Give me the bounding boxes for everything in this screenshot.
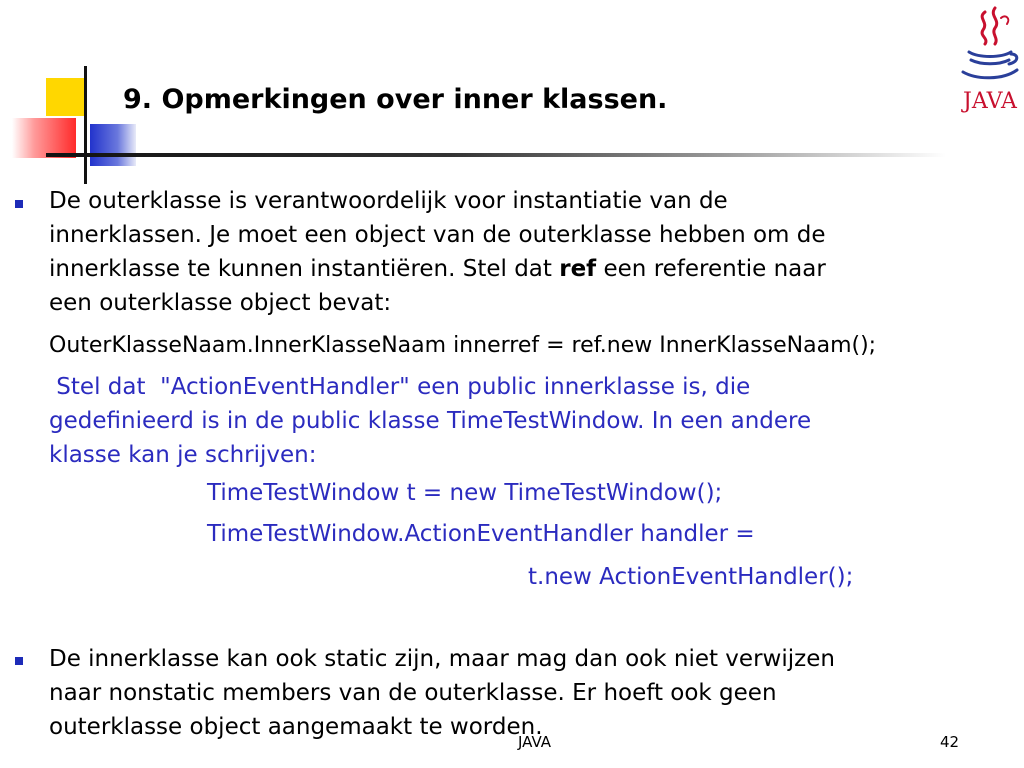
code-line-handler-new: t.new ActionEventHandler(); (528, 564, 854, 590)
paragraph-line: klasse kan je schrijven: (49, 442, 317, 468)
paragraph-line: outerklasse object aangemaakt te worden. (49, 714, 543, 740)
bullet-marker (15, 657, 23, 665)
bullet-paragraph-2 (49, 642, 999, 744)
title-decoration-red-bar (12, 118, 76, 158)
title-decoration-vertical-line (84, 66, 87, 184)
paragraph-line: Stel dat "ActionEventHandler" een public innerklasse is, die (49, 374, 751, 400)
code-line-handler-declaration: TimeTestWindow.ActionEventHandler handler = (207, 521, 755, 547)
paragraph-line: De innerklasse kan ook static zijn, maar mag dan ook niet verwijzen (49, 646, 835, 672)
paragraph-line: innerklassen. Je moet een object van de outerklasse hebben om de (49, 222, 826, 248)
java-logo (955, 4, 1024, 116)
blue-paragraph (49, 370, 999, 472)
bullet-paragraph-1 (49, 184, 999, 320)
paragraph-line: gedefinieerd is in de public klasse TimeTestWindow. In een andere (49, 408, 812, 434)
slide-title: 9. Opmerkingen over inner klassen. (123, 84, 668, 115)
code-line-innerref: OuterKlasseNaam.InnerKlasseNaam innerref = ref.new InnerKlasseNaam(); (49, 333, 877, 358)
java-coffee-cup-icon (963, 8, 1017, 78)
paragraph-line: een outerklasse object bevat: (49, 290, 392, 316)
footer-label: JAVA (518, 733, 552, 751)
paragraph-line: De outerklasse is verantwoordelijk voor instantiatie van de (49, 188, 728, 214)
code-line-new-window: TimeTestWindow t = new TimeTestWindow(); (207, 480, 723, 506)
title-decoration-blue-square (90, 124, 136, 166)
paragraph-line: innerklasse te kunnen instantiëren. Stel dat ref een referentie naar (49, 256, 826, 282)
page-number: 42 (940, 733, 960, 751)
title-decoration-yellow-square (46, 78, 86, 116)
title-underline (46, 153, 946, 157)
keyword-ref: ref (559, 256, 597, 282)
bullet-marker (15, 200, 23, 208)
paragraph-line: naar nonstatic members van de outerklasse. Er hoeft ook geen (49, 680, 777, 706)
logo-text: JAVA (963, 89, 1017, 114)
